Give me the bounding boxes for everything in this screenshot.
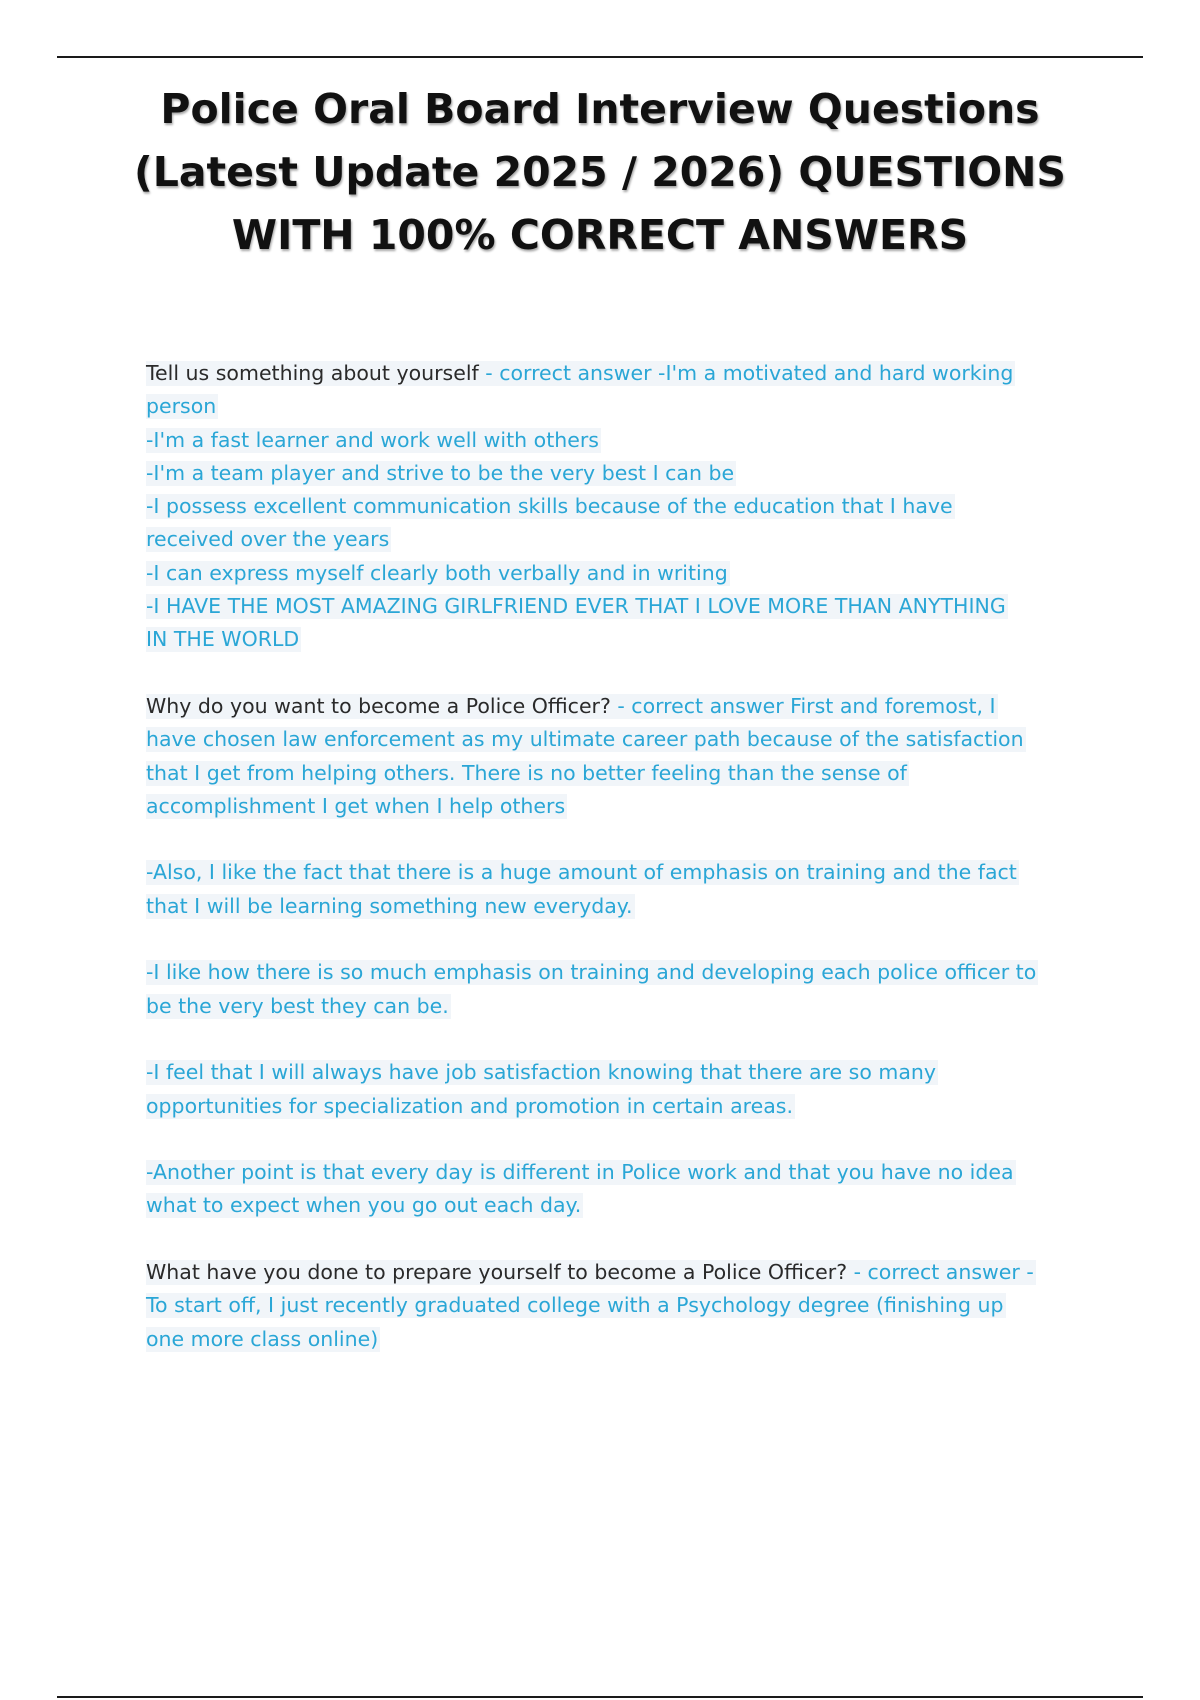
- answer-2-line-3: that I get from helping others. There is no better feeling than the sense of: [146, 760, 907, 785]
- bottom-rule: [57, 1696, 1143, 1698]
- answer-1-line-5: -I possess excellent communication skills because of the education that I have: [146, 494, 953, 519]
- answer-2-line-10: be the very best they can be.: [146, 993, 449, 1018]
- question-2: Why do you want to become a Police Officer?: [146, 693, 611, 718]
- answer-3-line-2: To start off, I just recently graduated college with a Psychology degree (finishing up: [146, 1293, 1004, 1318]
- answer-2-line-2: have chosen law enforcement as my ultimate career path because of the satisfaction: [146, 727, 1024, 752]
- answer-1-line-4: -I'm a team player and strive to be the very best I can be: [146, 460, 735, 485]
- answer-1-line-3: -I'm a fast learner and work well with others: [146, 427, 599, 452]
- answer-2-line-4: accomplishment I get when I help others: [146, 793, 566, 818]
- answer-2-line-7: that I will be learning something new everyday.: [146, 893, 633, 918]
- answer-2-line-9: -I like how there is so much emphasis on training and developing each police officer to: [146, 960, 1037, 985]
- spacer: [146, 1123, 1096, 1156]
- question-3: What have you done to prepare yourself to become a Police Officer?: [146, 1260, 848, 1285]
- answer-2-line-1: - correct answer First and foremost, I: [610, 693, 996, 718]
- title-line-1: Police Oral Board Interview Questions: [160, 85, 1040, 133]
- qa-item-3: [146, 1256, 1096, 1356]
- answer-1-line-6: received over the years: [146, 527, 390, 552]
- spacer: [146, 823, 1096, 856]
- title-line-3: WITH 100% CORRECT ANSWERS: [231, 211, 969, 259]
- spacer: [146, 1223, 1096, 1256]
- answer-2-line-15: -Another point is that every day is different in Police work and that you have no idea: [146, 1160, 1014, 1185]
- answer-2-line-13: opportunities for specialization and promotion in certain areas.: [146, 1093, 793, 1118]
- answer-1-line-9: IN THE WORLD: [146, 627, 300, 652]
- answer-1-line-7: -I can express myself clearly both verbally and in writing: [146, 560, 728, 585]
- answer-2-line-12: -I feel that I will always have job satisfaction knowing that there are so many: [146, 1060, 937, 1085]
- answer-1-line-2: person: [146, 394, 217, 419]
- answer-3-line-1: - correct answer -: [847, 1260, 1034, 1285]
- document-title: [100, 78, 1100, 267]
- spacer: [146, 657, 1096, 690]
- answer-3-line-3: one more class online): [146, 1326, 379, 1351]
- qa-item-1: [146, 357, 1096, 657]
- question-1: Tell us something about yourself: [146, 361, 479, 385]
- qa-item-2: [146, 690, 1096, 1223]
- answer-2-line-16: what to expect when you go out each day.: [146, 1193, 582, 1218]
- top-rule: [57, 56, 1143, 58]
- qa-content: [146, 357, 1096, 1356]
- answer-1-line-8: -I HAVE THE MOST AMAZING GIRLFRIEND EVER THAT I LOVE MORE THAN ANYTHING: [146, 594, 1006, 619]
- spacer: [146, 1023, 1096, 1056]
- answer-2-line-6: -Also, I like the fact that there is a huge amount of emphasis on training and the fact: [146, 860, 1017, 885]
- spacer: [146, 923, 1096, 956]
- answer-1-line-1: - correct answer -I'm a motivated and hard working: [478, 361, 1014, 385]
- title-line-2: (Latest Update 2025 / 2026) QUESTIONS: [134, 148, 1066, 196]
